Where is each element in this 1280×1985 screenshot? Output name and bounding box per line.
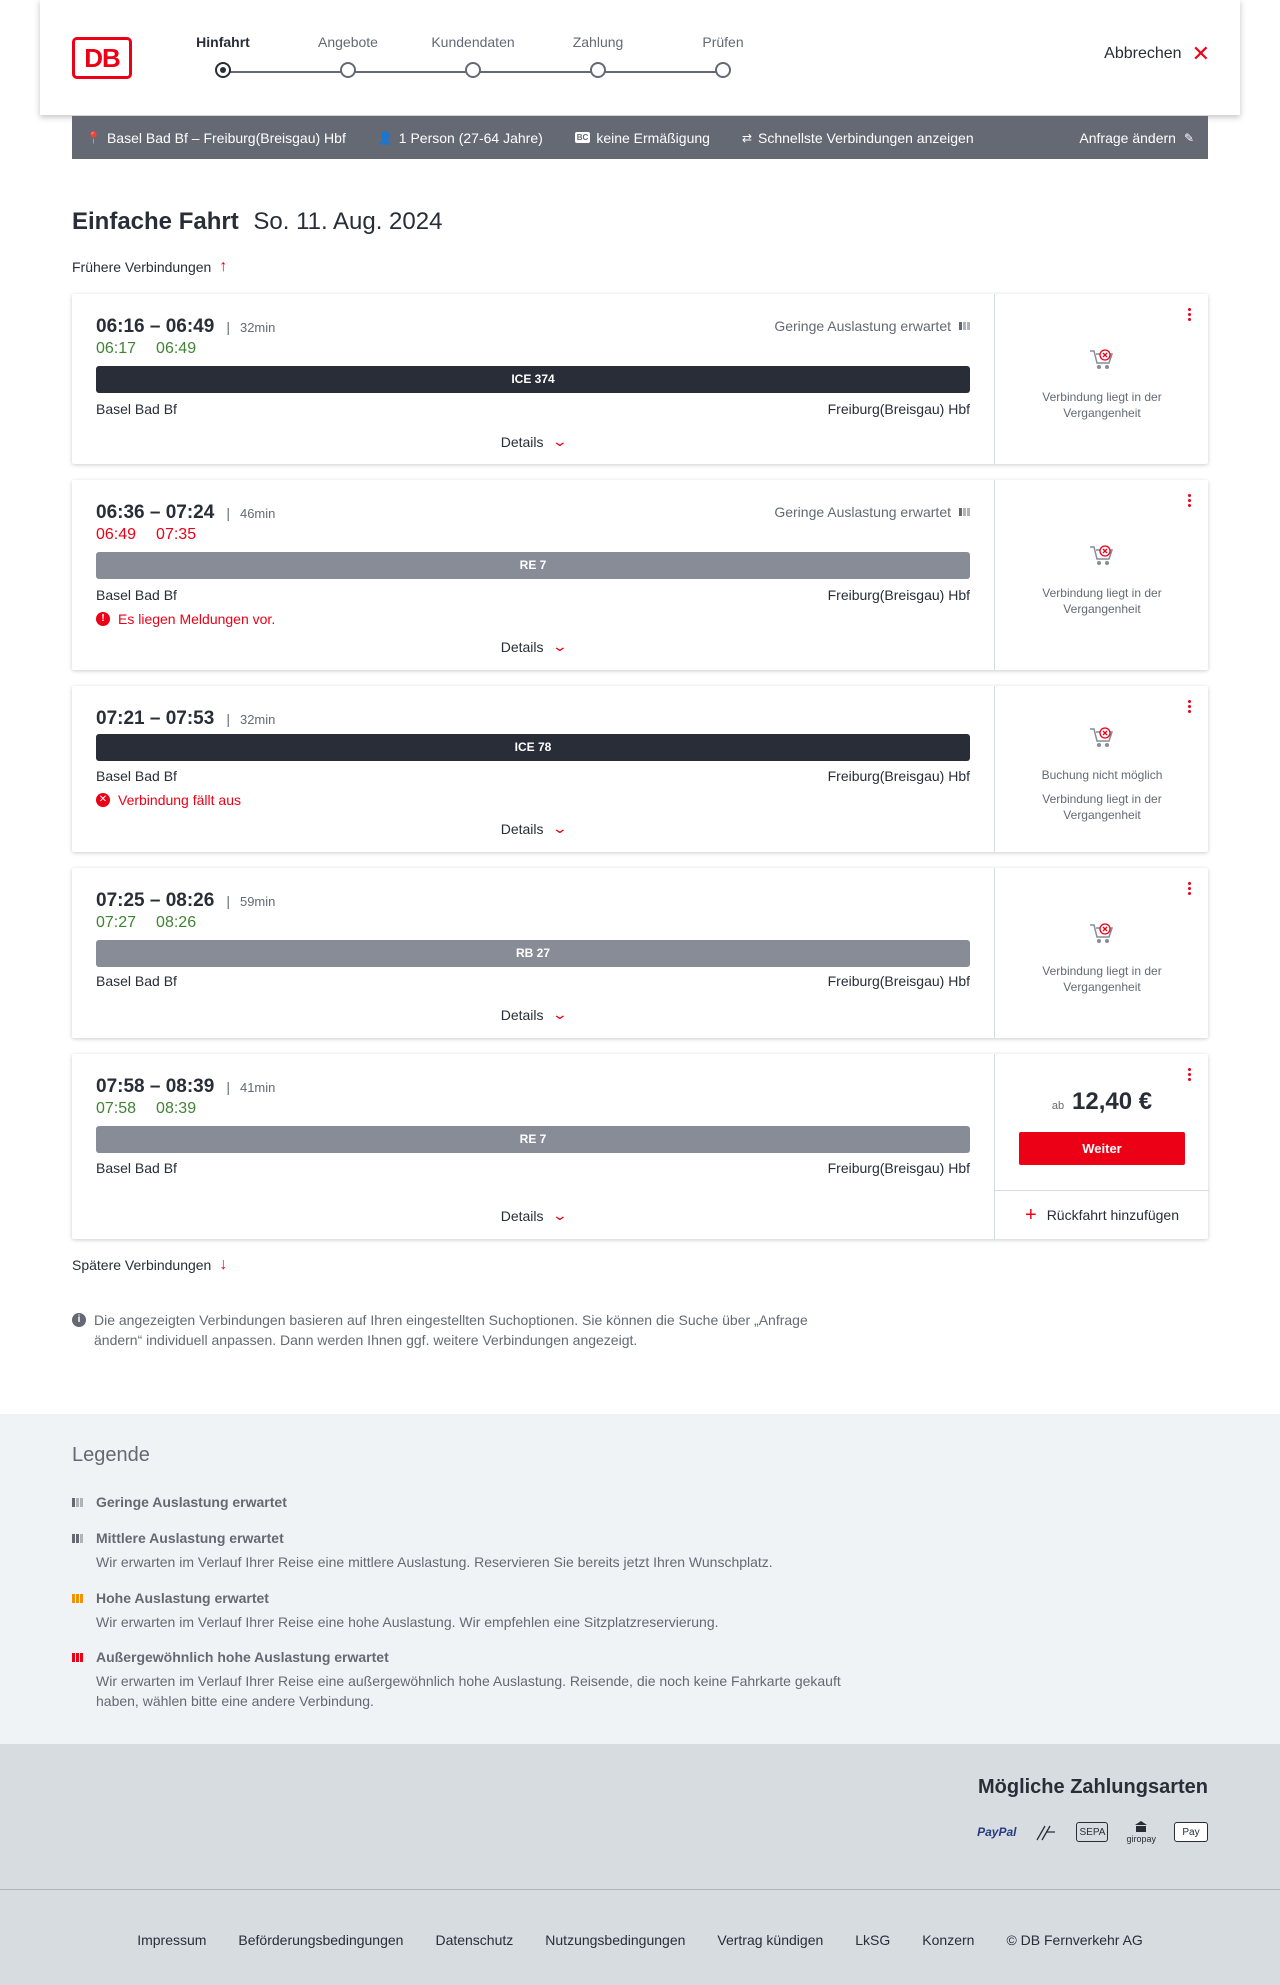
step-dot — [465, 62, 481, 78]
train-bar[interactable]: RB 27 — [96, 940, 970, 967]
arrival-station: Freiburg(Breisgau) Hbf — [827, 587, 970, 603]
duration: 32min — [239, 319, 276, 335]
details-toggle[interactable] — [96, 638, 970, 655]
booking-not-possible-text: Buchung nicht möglich — [1041, 768, 1163, 782]
db-logo[interactable]: DB — [72, 37, 132, 79]
later-connections-link[interactable] — [72, 1256, 227, 1274]
departure-station: Basel Bad Bf — [96, 401, 177, 417]
step-label: Hinfahrt — [196, 34, 250, 50]
swap-arrows-icon: ⇄ — [741, 130, 753, 145]
occupancy-low-icon — [959, 322, 970, 330]
legend-item-desc: Wir erwarten im Verlauf Ihrer Reise eine mittlere Auslastung. Reservieren Sie bereits jetzt Ihren Wunschplatz. — [96, 1554, 773, 1570]
apple-pay-icon — [1174, 1822, 1208, 1842]
duration: 59min — [239, 893, 276, 909]
occupancy-high-icon — [72, 1594, 86, 1603]
past-connection-text: Verbindung liegt in der Vergangenheit — [1042, 586, 1162, 616]
cart-unavailable-icon — [995, 544, 1209, 568]
later-label: Spätere Verbindungen — [72, 1257, 212, 1273]
legend-item-medium — [72, 1530, 872, 1572]
occupancy-low-icon — [959, 508, 970, 516]
step-label: Prüfen — [702, 34, 744, 50]
legend-item-title: Außergewöhnlich hohe Auslastung erwartet — [96, 1649, 389, 1665]
payment-methods-section — [0, 1744, 1280, 1889]
disruption-message — [96, 611, 275, 627]
connection-side — [994, 480, 1208, 670]
chevron-down-icon: ⌄ — [551, 638, 568, 654]
details-toggle[interactable] — [96, 1006, 970, 1023]
bahncard-icon: BC — [576, 133, 589, 142]
connection-card — [72, 686, 1208, 852]
separator: | — [226, 505, 230, 521]
step-hinfahrt — [168, 28, 278, 78]
footer-link-konzern[interactable]: Konzern — [922, 1932, 975, 1948]
stations — [96, 973, 970, 989]
connection-main — [96, 686, 970, 852]
header — [40, 0, 1240, 115]
footer-link-nutzungsbedingungen[interactable]: Nutzungsbedingungen — [545, 1932, 686, 1948]
info-icon: i — [72, 1313, 86, 1327]
step-dot — [590, 62, 606, 78]
cancellation-message — [96, 792, 241, 808]
cancel-label: Abbrechen — [1104, 45, 1182, 62]
change-request-label: Anfrage ändern — [1079, 129, 1176, 146]
realtime-arrival: 07:35 — [156, 526, 197, 543]
cancel-circle-icon: ✕ — [96, 793, 110, 807]
legend-item-very-high — [72, 1649, 872, 1711]
step-angebote — [293, 28, 403, 78]
legend-item-high — [72, 1590, 872, 1632]
chevron-down-icon: ⌄ — [551, 820, 568, 836]
sepa-icon: SEPA — [1076, 1822, 1108, 1842]
connection-side — [994, 868, 1208, 1038]
progress-stepper — [168, 28, 798, 88]
details-toggle[interactable] — [96, 433, 970, 450]
arrival-station: Freiburg(Breisgau) Hbf — [827, 401, 970, 417]
train-bar[interactable]: RE 7 — [96, 552, 970, 579]
occupancy-info — [774, 504, 970, 520]
departure-station: Basel Bad Bf — [96, 768, 177, 784]
chevron-down-icon: ⌄ — [551, 1006, 568, 1022]
search-info-note — [72, 1310, 852, 1350]
summary-persons — [378, 130, 543, 146]
footer-link-vertrag-kuendigen[interactable]: Vertrag kündigen — [717, 1932, 824, 1948]
footer-copyright: © DB Fernverkehr AG — [1006, 1932, 1143, 1948]
train-bar[interactable]: RE 7 — [96, 1126, 970, 1153]
earlier-connections-link[interactable] — [72, 258, 227, 276]
scheduled-times: 06:36 – 07:24 — [96, 502, 215, 523]
departure-station: Basel Bad Bf — [96, 587, 177, 603]
apple-pay-label: Pay — [1182, 1826, 1200, 1838]
stations — [96, 768, 970, 784]
more-options-icon[interactable] — [1186, 308, 1192, 323]
cart-unavailable-icon — [995, 726, 1209, 750]
separator: | — [226, 711, 230, 727]
arrival-station: Freiburg(Breisgau) Hbf — [827, 973, 970, 989]
step-dot — [340, 62, 356, 78]
step-pruefen — [668, 28, 778, 78]
connection-times — [96, 1076, 275, 1098]
earlier-label: Frühere Verbindungen — [72, 259, 212, 275]
step-kundendaten — [418, 28, 528, 78]
plus-icon: + — [1025, 1203, 1037, 1226]
connection-side — [994, 294, 1208, 464]
price-prefix: ab — [1051, 1100, 1065, 1112]
occupancy-low-icon — [72, 1498, 86, 1507]
price — [995, 1088, 1209, 1116]
train-bar[interactable]: ICE 374 — [96, 366, 970, 393]
details-label: Details — [500, 1006, 544, 1023]
duration: 32min — [239, 711, 276, 727]
arrow-up-icon: ↑ — [219, 258, 228, 275]
persons-text: 1 Person (27-64 Jahre) — [398, 129, 543, 146]
connection-side — [994, 1054, 1208, 1239]
summary-discount — [575, 130, 710, 146]
realtime-arrival: 08:39 — [156, 1100, 197, 1117]
continue-button[interactable]: Weiter — [1019, 1132, 1185, 1165]
pencil-icon: ✎ — [1183, 130, 1194, 145]
connection-times — [96, 316, 275, 338]
occupancy-text: Geringe Auslastung erwartet — [774, 318, 951, 334]
summary-route — [86, 130, 346, 146]
departure-station: Basel Bad Bf — [96, 1160, 177, 1176]
connection-main — [96, 868, 970, 1038]
connection-main — [96, 1054, 970, 1239]
scheduled-times: 07:58 – 08:39 — [96, 1076, 215, 1097]
stations — [96, 587, 970, 603]
chevron-down-icon: ⌄ — [551, 433, 568, 449]
details-label: Details — [500, 1207, 544, 1224]
connection-main — [96, 480, 970, 670]
legend-title: Legende — [72, 1444, 150, 1466]
connection-side — [994, 686, 1208, 852]
scheduled-times: 07:21 – 07:53 — [96, 708, 215, 729]
occupancy-very-high-icon — [72, 1653, 86, 1662]
fastest-text: Schnellste Verbindungen anzeigen — [758, 129, 974, 146]
connection-main — [96, 294, 970, 464]
details-label: Details — [500, 433, 544, 450]
cancel-button[interactable] — [1104, 41, 1210, 66]
close-icon: ✕ — [1191, 41, 1210, 66]
paypal-icon: PayPal — [977, 1825, 1017, 1839]
change-request-button[interactable] — [1079, 130, 1194, 146]
details-toggle[interactable] — [96, 820, 970, 837]
price-value: 12,40 € — [1072, 1088, 1153, 1115]
footer-links — [0, 1932, 1280, 1948]
realtime-arrival: 06:49 — [156, 340, 197, 357]
connection-card — [72, 868, 1208, 1038]
scheduled-times: 06:16 – 06:49 — [96, 316, 215, 337]
occupancy-info — [774, 318, 970, 334]
step-label: Kundendaten — [431, 34, 515, 50]
more-options-icon[interactable] — [1186, 494, 1192, 509]
legend-item-desc: Wir erwarten im Verlauf Ihrer Reise eine außergewöhnlich hohe Auslastung. Reisende, die noch keine Fahrkarte gekauft haben, wählen bitte eine andere Verbindung. — [96, 1673, 841, 1709]
footer-link-datenschutz[interactable]: Datenschutz — [435, 1932, 514, 1948]
giropay-icon — [1126, 1820, 1156, 1844]
trip-type: Einfache Fahrt — [72, 208, 239, 235]
scheduled-times: 07:25 – 08:26 — [96, 890, 215, 911]
step-dot — [715, 62, 731, 78]
duration: 46min — [239, 505, 276, 521]
connection-times — [96, 502, 275, 524]
details-label: Details — [500, 638, 544, 655]
realtime-arrival: 08:26 — [156, 914, 197, 931]
train-bar[interactable]: ICE 78 — [96, 734, 970, 761]
more-options-icon[interactable] — [1186, 882, 1192, 897]
details-toggle[interactable] — [96, 1207, 970, 1224]
step-label: Zahlung — [572, 34, 624, 50]
route-text: Basel Bad Bf – Freiburg(Breisgau) Hbf — [106, 129, 346, 146]
more-options-icon[interactable] — [1186, 700, 1192, 715]
step-zahlung — [543, 28, 653, 78]
payment-icons — [977, 1820, 1208, 1844]
details-label: Details — [500, 820, 544, 837]
more-options-icon[interactable] — [1186, 1068, 1192, 1083]
occupancy-medium-icon — [72, 1534, 86, 1543]
realtime-times — [96, 526, 196, 544]
connection-card — [72, 480, 1208, 670]
realtime-times — [96, 914, 196, 932]
info-text: Die angezeigten Verbindungen basieren auf Ihren eingestellten Suchoptionen. Sie können die Suche über „Anfrage ändern“ individuell anpassen. Dann werden Ihnen ggf. weitere Verbindungen angezeigt. — [94, 1312, 808, 1348]
message-text: Verbindung fällt aus — [118, 792, 241, 808]
separator: | — [226, 1079, 230, 1095]
footer — [0, 1889, 1280, 1985]
past-connection-text: Verbindung liegt in der Vergangenheit — [1042, 792, 1162, 822]
add-return-label: Rückfahrt hinzufügen — [1046, 1207, 1179, 1223]
past-connection-text: Verbindung liegt in der Vergangenheit — [1042, 964, 1162, 994]
person-icon: 👤 — [377, 130, 393, 145]
stations — [96, 1160, 970, 1176]
footer-link-lksg[interactable]: LkSG — [855, 1932, 891, 1948]
location-pin-icon: 📍 — [86, 130, 101, 145]
legend-item-low — [72, 1494, 872, 1510]
credit-card-icon — [1034, 1822, 1058, 1842]
warning-icon: ! — [96, 612, 110, 626]
footer-link-befoerderungsbedingungen[interactable]: Beförderungsbedingungen — [238, 1932, 404, 1948]
duration: 41min — [239, 1079, 276, 1095]
separator: | — [226, 319, 230, 335]
chevron-down-icon: ⌄ — [551, 1207, 568, 1223]
occupancy-text: Geringe Auslastung erwartet — [774, 504, 951, 520]
trip-date: So. 11. Aug. 2024 — [253, 208, 443, 235]
summary-fastest — [742, 130, 974, 146]
stations — [96, 401, 970, 417]
connection-card — [72, 294, 1208, 464]
legend-item-title: Geringe Auslastung erwartet — [96, 1494, 287, 1510]
search-summary-bar — [72, 116, 1208, 159]
legend-item-title: Mittlere Auslastung erwartet — [96, 1530, 284, 1546]
step-dot-active — [215, 62, 231, 78]
step-label: Angebote — [318, 34, 378, 50]
realtime-departure: 06:17 — [96, 340, 137, 357]
realtime-departure: 07:27 — [96, 914, 137, 931]
departure-station: Basel Bad Bf — [96, 973, 177, 989]
page-title — [72, 208, 442, 236]
add-return-trip-button[interactable] — [995, 1190, 1209, 1239]
realtime-times — [96, 340, 196, 358]
cart-unavailable-icon — [995, 348, 1209, 372]
arrival-station: Freiburg(Breisgau) Hbf — [827, 1160, 970, 1176]
realtime-times — [96, 1100, 196, 1118]
connection-times — [96, 890, 275, 912]
past-connection-text: Verbindung liegt in der Vergangenheit — [1042, 390, 1162, 420]
arrow-down-icon: ↓ — [219, 1256, 228, 1273]
payment-title: Mögliche Zahlungsarten — [977, 1776, 1208, 1798]
arrival-station: Freiburg(Breisgau) Hbf — [827, 768, 970, 784]
connection-times — [96, 708, 275, 730]
message-text: Es liegen Meldungen vor. — [118, 611, 276, 627]
legend-item-desc: Wir erwarten im Verlauf Ihrer Reise eine hohe Auslastung. Wir empfehlen eine Sitzplatzreservierung. — [96, 1614, 719, 1630]
legend-item-title: Hohe Auslastung erwartet — [96, 1590, 269, 1606]
footer-link-impressum[interactable]: Impressum — [137, 1932, 207, 1948]
discount-text: keine Ermäßigung — [596, 129, 710, 146]
connection-card — [72, 1054, 1208, 1239]
separator: | — [226, 893, 230, 909]
realtime-departure: 06:49 — [96, 526, 137, 543]
cart-unavailable-icon — [995, 922, 1209, 946]
giropay-label: giropay — [1126, 1834, 1156, 1844]
legend-section — [0, 1414, 1280, 1744]
realtime-departure: 07:58 — [96, 1100, 137, 1117]
